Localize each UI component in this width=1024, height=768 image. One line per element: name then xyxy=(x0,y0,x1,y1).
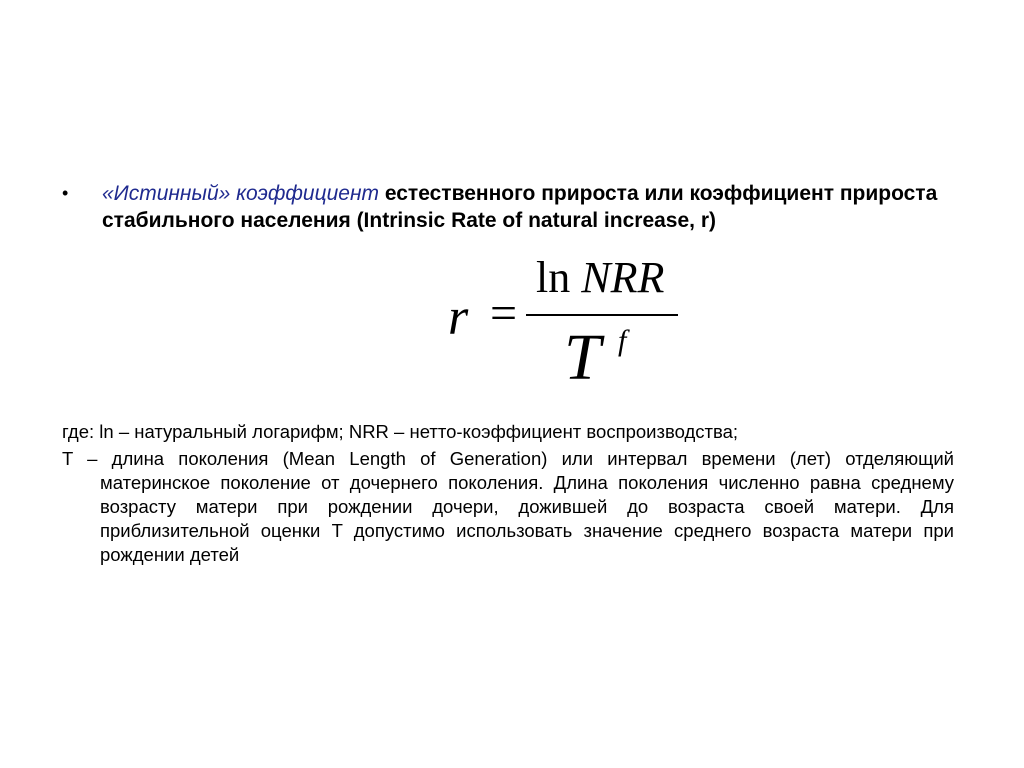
formula-numerator xyxy=(536,252,664,303)
bullet-row xyxy=(62,180,962,234)
bullet-marker: • xyxy=(62,183,69,203)
formula-ln: ln xyxy=(536,253,571,302)
bullet-text: естественного прироста или коэффициент прироста стабильного населения (Intrinsic Rate of natural increase, r) xyxy=(102,182,938,232)
where-line: где: ln – натуральный логарифм; NRR – нетто-коэффициент воспроизводства; xyxy=(62,421,739,442)
bullet-text-block xyxy=(102,180,962,234)
formula-nrr: NRR xyxy=(581,253,665,302)
t-definition: T – длина поколения (Mean Length of Generation) или интервал времени (лет) отделяющий материнское поколение от дочернего поколения. Длина поколения численно равна среднему возрасту матери при рождении дочери, дожившей до возраста своей матери. Для приблизительной оценки T допустимо использовать значение среднего возраста матери при рождении детей xyxy=(62,448,954,565)
formula-equals: = xyxy=(490,287,518,340)
intrinsic-rate-formula xyxy=(440,250,700,400)
definition-bullet xyxy=(62,180,962,234)
formula-notes xyxy=(62,420,954,570)
formula-denominator: T xyxy=(564,321,601,394)
formula-lhs: r xyxy=(448,289,469,346)
term-italic: «Истинный» коэффициент xyxy=(102,182,379,205)
formula-superscript: f xyxy=(618,324,627,357)
fraction-bar xyxy=(526,314,678,316)
